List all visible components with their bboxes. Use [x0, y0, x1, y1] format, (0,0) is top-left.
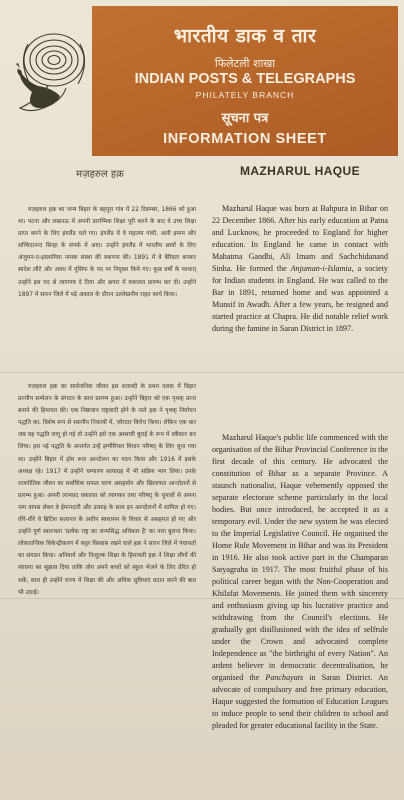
- english-p2-panchayats: Panchayats: [265, 673, 304, 682]
- english-p1-text-b: , a society for Indian students in England. He was called to the Bar in 1891, returned home and was appointed a Munsif in Awadh. After a few years, he resigned and started practice at Chapra. He did notable relief work during the famine in Saran District in 1897.: [212, 264, 388, 333]
- banner-hindi-sheet: सूचना पत्र: [221, 111, 269, 126]
- hindi-heading: मज़हरुल हक़: [76, 169, 124, 180]
- english-p2-text-b: in Saran District. An advocate of compulsory and free primary education, Haque suggested the formation of Education Leagues to induce people to send their children to school and pleaded for greater educational facility in the State.: [212, 673, 388, 730]
- english-paragraph-2: [212, 432, 388, 732]
- english-paragraph-1: [212, 203, 388, 335]
- paper-crease: [0, 372, 404, 373]
- hindi-paragraph-1: [18, 204, 196, 301]
- banner-sheet-title: INFORMATION SHEET: [163, 131, 327, 147]
- banner-subtitle: PHILATELY BRANCH: [195, 90, 295, 100]
- header-banner: [92, 6, 398, 156]
- english-p2-text-a: Mazharul Haque's public life commenced with the organisation of the Bihar Provincial Conference in the first decade of this century. He advocated the constitution of Bihar as a separate Province. A staunch nationalist, Haque vehemently opposed the separate electorate scheme particularly in the local bodies. But once introduced, he accepted it as a temporary evil. Under the new system he was elected to the Imperial Legislative Council. He organised the Home Rule Movement in Bihar and was its President in 1916. He also took active part in the Champaran Satyagraha in 1917. The most fruitful phase of his political career began with the Non-Cooperation and Khilafat Movements. He joined them with sincerety and enthusiasm giving up his lucrative practice and withdrawing from the Council's elections. He gradually got disillusioned with the idea of selfrule under the Crown and advocated complete Independence as "the birthright of every Nation". An ardent believer in democratic decentralisation, he organised the: [212, 433, 388, 682]
- hindi-paragraph-1-text: मज़हरुल हक़ का जन्म बिहार के बहपुरा गांव में 22 दिसम्बर, 1866 को हुआ था। पटना और लखनऊ में अपनी प्रारम्भिक शिक्षा पूरी करने के बाद वे उच्च शिक्षा प्राप्त करने के लिए इंगलैंड चले गए। इंगलैंड में वे महात्मा गांधी, अली इमाम और सच्चिदानन्द सिन्हा के संपर्क में आए। उन्होंने इंगलैंड में भारतीय छात्रों के लिए अंजुमन-ए-इस्लामिया नामक संस्था की स्थापना की। 1891 में वे बैरिस्टर बनकर स्वदेश लौटे और अवध में मुंसिफ के पद पर नियुक्त किये गए। कुछ वर्षों के पश्चात् उन्होंने इस पद से त्यागपत्र दे दिया और छपरा में वकालत प्रारम्भ कर दी। उन्होंने 1897 में सारन जिले में पड़े अकाल के दौरान उल्लेखनीय राहत कार्य किया।: [18, 207, 196, 298]
- english-p1-text-a: Mazharul Haque was born at Bahpura in Bihar on 22 December 1866. After his early education at Patna and Lucknow, he proceeded to England for higher education. In England he came in contact with Mahatma Gandhi, Ali Imam and Sachchidanand Sinha. He formed the: [212, 204, 388, 273]
- banner-hindi-branch: फिलेटली शाखा: [214, 57, 276, 70]
- peacock-emblem-icon: [8, 22, 88, 122]
- banner-hindi-title: भारतीय डाक व तार: [173, 25, 317, 47]
- english-heading: MAZHARUL HAQUE: [239, 164, 361, 178]
- hindi-paragraph-2: [18, 381, 196, 599]
- banner-title: INDIAN POSTS & TELEGRAPHS: [134, 71, 356, 87]
- hindi-paragraph-2-text: मज़हरुल हक़ का सार्वजनिक जीवन इस शताब्दी के प्रथम दशक में बिहार प्रान्तीय सम्मेलन के संगठन के साथ प्रारम्भ हुआ। उन्होंने बिहार को एक पृथक् प्रान्त बनाने की हिमायत की। एक निष्ठावान राष्ट्रवादी होने के नाते हक़ ने पृथक् निर्वाचन पद्धति का, विशेष रूप से स्थानीय निकायों में, जोरदार विरोध किया। लेकिन एक बार जब यह पद्धति लागू हो गई तो उन्होंने इसे एक अस्थायी बुराई के रूप में स्वीकार कर लिया। इस नई पद्धति के अन्तर्गत उन्हें इम्पीरियल विधान परिषद् के लिए चुना गया था। उन्होंने बिहार में होम रूल आन्दोलन का गठन किया और 1916 में इसके अध्यक्ष रहे। 1917 में उन्होंने चम्पारण सत्याग्रह में भी सक्रिय भाग लिया। उनके राजनीतिक जीवन का सर्वाधिक सफल चरण असहयोग और खिलाफत आन्दोलनों से प्रारम्भ हुआ। अपनी लाभप्रद वकालत को त्यागकर तथा परिषद् के चुनावों से अपना नाम वापस लेकर वे ईमानदारी और उत्साह के साथ इन आन्दोलनों में शामिल हो गए। धीरे-धीरे वे ब्रिटिश सल्तनत के अधीन स्वशासन के विचार से असहमत हो गए और उन्होंने पूर्ण स्वतन्त्रता 'प्रत्येक राष्ट्र का जन्मसिद्ध अधिकार है' का नारा बुलन्द किया। लोकतान्त्रिक विकेन्द्रीकरण में कट्टर विश्वास रखने वाले हक़ ने सारन जिले में पंचायतों का संगठन किया। अनिवार्य और निःशुल्क शिक्षा के हिमायती हक़ ने शिक्षा लीगों की संरचना का सुझाव दिया ताकि लोग अपने बच्चों को स्कूल भेजने के लिए प्रेरित हो सकें, साथ ही उन्होंने राज्य में शिक्षा की और अधिक सुविधाएं प्रदान करने की बात भी उठाई।: [18, 384, 196, 596]
- english-p1-society-name: Anjuman-i-Islamia: [290, 264, 352, 273]
